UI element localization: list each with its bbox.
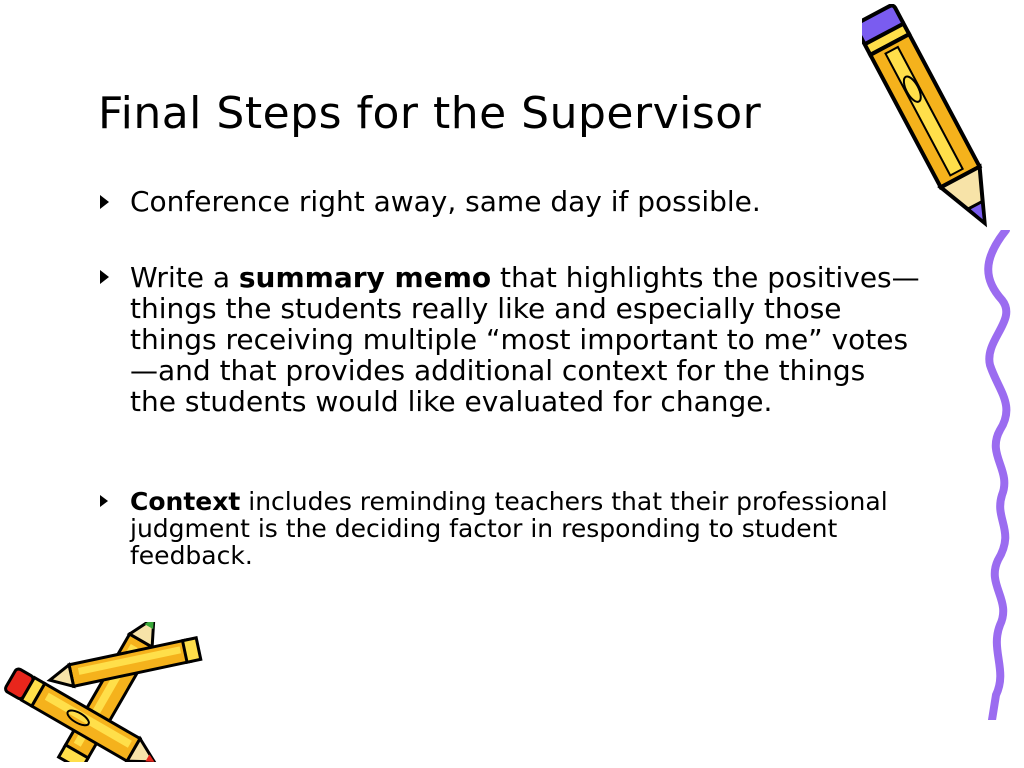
bullet-item (100, 488, 920, 569)
slide-title: Final Steps for the Supervisor (98, 88, 762, 139)
bullet-arrow-icon (100, 270, 109, 284)
bullet-text-prefix: Write a (130, 261, 239, 294)
pencil-icon (862, 4, 1002, 244)
bullet-arrow-icon (100, 495, 108, 507)
bullet-text (130, 488, 920, 569)
bullet-arrow-icon (100, 195, 109, 209)
bullet-text: Conference right away, same day if possible. (130, 185, 761, 218)
bullet-item (100, 185, 920, 219)
bullet-item (100, 262, 920, 417)
bullet-emphasis: Context (130, 487, 241, 516)
squiggle-line-icon (972, 230, 1020, 720)
bullet-text-rest: includes reminding teachers that their professional judgment is the deciding factor in responding to student feedback. (130, 487, 888, 570)
bullet-emphasis: summary memo (238, 261, 492, 294)
bullet-text (130, 262, 920, 417)
crossed-pencils-icon (0, 622, 210, 762)
bullet-text-rest: that highlights the positives—things the students really like and especially those things receiving multiple “most important to me” votes—and that provides additional context for the things the students would like evaluated for change. (130, 261, 920, 418)
